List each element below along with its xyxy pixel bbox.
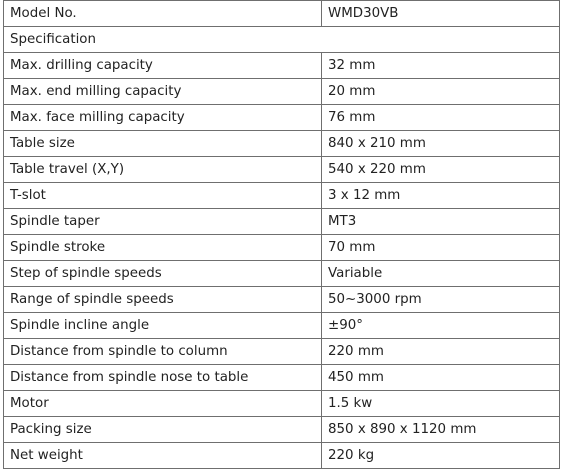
spec-value: 540 x 220 mm [322, 157, 560, 183]
model-value: WMD30VB [322, 1, 560, 27]
spec-value: 840 x 210 mm [322, 131, 560, 157]
spec-label: Distance from spindle nose to table [4, 365, 322, 391]
spec-value: 32 mm [322, 53, 560, 79]
spec-label: Max. drilling capacity [4, 53, 322, 79]
spec-label: T-slot [4, 183, 322, 209]
table-row [4, 339, 560, 365]
spec-label: Distance from spindle to column [4, 339, 322, 365]
spec-label: Table size [4, 131, 322, 157]
spec-table-body [4, 1, 560, 469]
table-row [4, 235, 560, 261]
spec-value: ±90° [322, 313, 560, 339]
spec-table [3, 0, 560, 469]
model-label: Model No. [4, 1, 322, 27]
model-row [4, 1, 560, 27]
table-row [4, 287, 560, 313]
table-row [4, 365, 560, 391]
spec-label: Max. end milling capacity [4, 79, 322, 105]
spec-label: Range of spindle speeds [4, 287, 322, 313]
table-row [4, 183, 560, 209]
spec-label: Spindle taper [4, 209, 322, 235]
table-row [4, 157, 560, 183]
table-row [4, 261, 560, 287]
spec-label: Max. face milling capacity [4, 105, 322, 131]
spec-value: 50~3000 rpm [322, 287, 560, 313]
table-row [4, 53, 560, 79]
spec-label: Spindle incline angle [4, 313, 322, 339]
spec-value: 220 kg [322, 443, 560, 469]
section-title: Specification [4, 27, 560, 53]
table-row [4, 391, 560, 417]
spec-value: 220 mm [322, 339, 560, 365]
table-row [4, 79, 560, 105]
spec-value: 20 mm [322, 79, 560, 105]
spec-label: Packing size [4, 417, 322, 443]
spec-value: 76 mm [322, 105, 560, 131]
spec-label: Net weight [4, 443, 322, 469]
table-row [4, 313, 560, 339]
spec-value: Variable [322, 261, 560, 287]
table-row [4, 417, 560, 443]
spec-value: 1.5 kw [322, 391, 560, 417]
table-row [4, 209, 560, 235]
spec-label: Motor [4, 391, 322, 417]
spec-value: 450 mm [322, 365, 560, 391]
spec-label: Table travel (X,Y) [4, 157, 322, 183]
table-row [4, 443, 560, 469]
section-row [4, 27, 560, 53]
spec-value: 70 mm [322, 235, 560, 261]
table-row [4, 105, 560, 131]
spec-value: 850 x 890 x 1120 mm [322, 417, 560, 443]
spec-label: Spindle stroke [4, 235, 322, 261]
table-row [4, 131, 560, 157]
spec-label: Step of spindle speeds [4, 261, 322, 287]
spec-value: 3 x 12 mm [322, 183, 560, 209]
spec-value: MT3 [322, 209, 560, 235]
